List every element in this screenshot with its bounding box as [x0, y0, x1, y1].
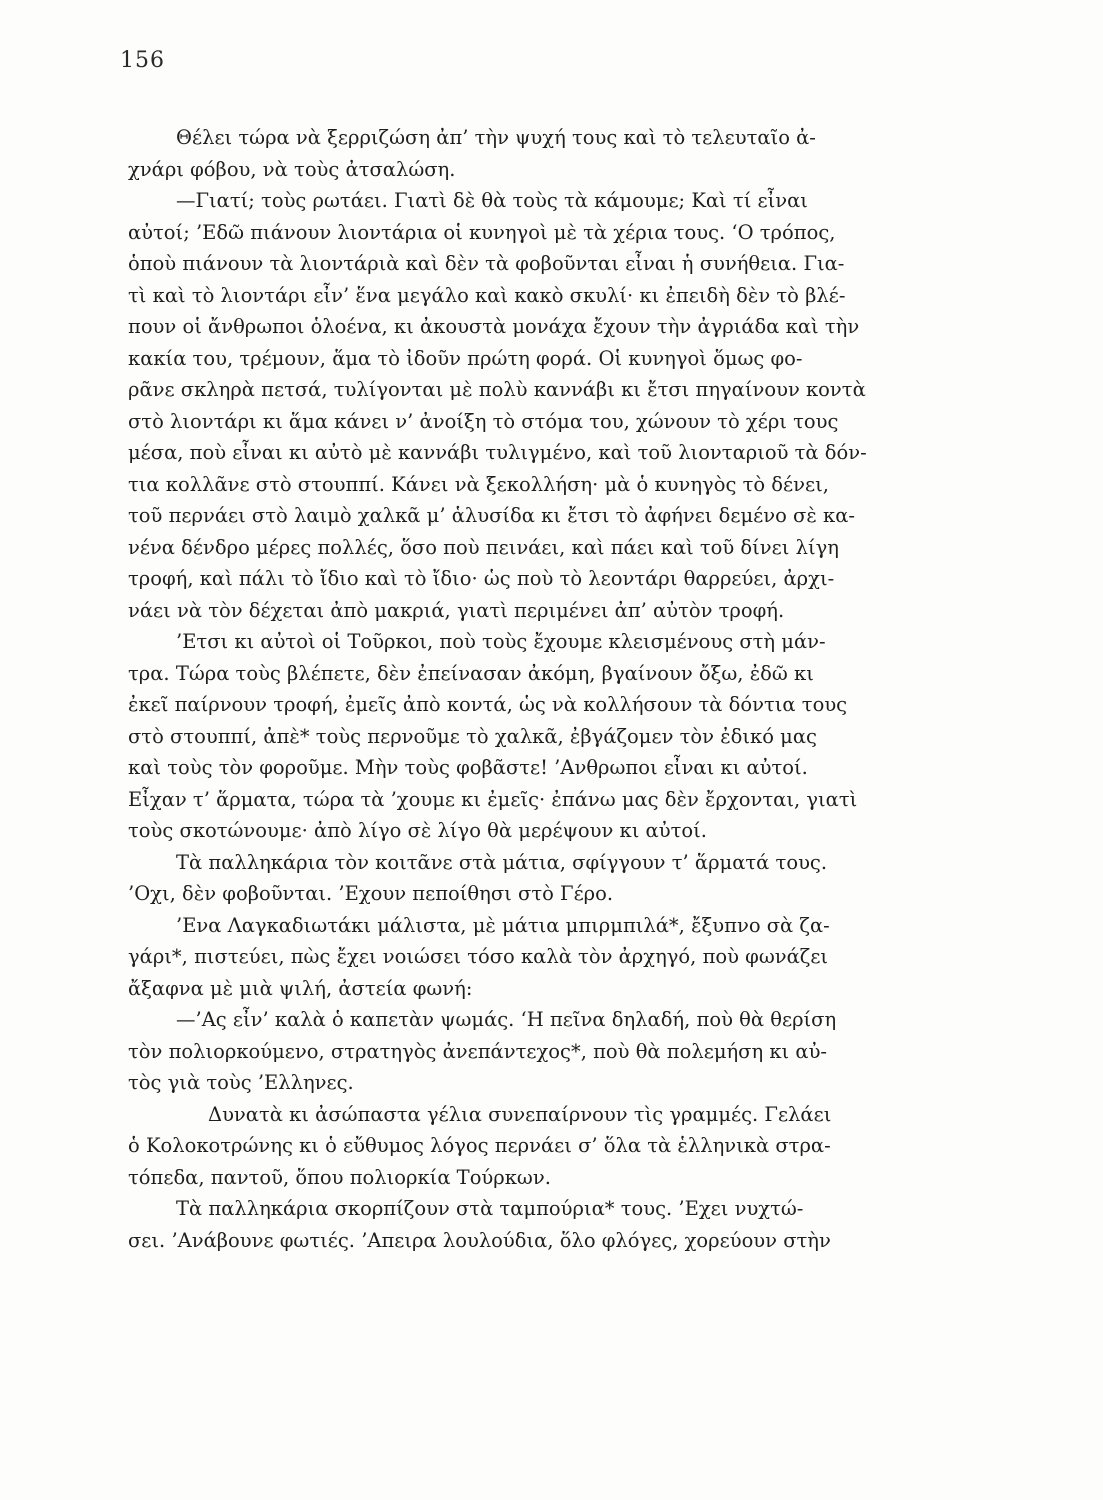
text-line: τια κολλᾶνε στὸ στουππί. Κάνει νὰ ξεκολλήση· μὰ ὁ κυνηγὸς τὸ δένει,: [128, 472, 829, 496]
text-line: ἄξαφνα μὲ μιὰ ψιλή, ἀστεία φωνή:: [128, 976, 473, 1000]
text-line: ’Ενα Λαγκαδιωτάκι μάλιστα, μὲ μάτια μπιρμπιλά*, ἔξυπνο σὰ ζα-: [176, 913, 830, 937]
text-line: κακία του, τρέμουν, ἅμα τὸ ἰδοῦν πρώτη φορά. Οἱ κυνηγοὶ ὅμως φο-: [128, 346, 803, 370]
text-line: στὸ λιοντάρι κι ἅμα κάνει ν’ ἀνοίξη τὸ στόμα του, χώνουν τὸ χέρι τους: [128, 409, 839, 433]
text-line: τὶ καὶ τὸ λιοντάρι εἶν’ ἕνα μεγάλο καὶ κακὸ σκυλί· κι ἐπειδὴ δὲν τὸ βλέ-: [128, 283, 846, 307]
text-line: ’Ετσι κι αὐτοὶ οἱ Τοῦρκοι, ποὺ τοὺς ἔχουμε κλεισμένους στὴ μάν-: [176, 630, 826, 653]
text-line: τόπεδα, παντοῦ, ὅπου πολιορκία Τούρκων.: [128, 1165, 551, 1189]
text-line: γάρι*, πιστεύει, πὼς ἔχει νοιώσει τόσο καλὰ τὸν ἀρχηγό, ποὺ φωνάζει: [128, 945, 829, 968]
text-line: χνάρι φόβου, νὰ τοὺς ἀτσαλώση.: [128, 157, 456, 181]
text-line: Θέλει τώρα νὰ ξερριζώση ἀπ’ τὴν ψυχή τους καὶ τὸ τελευταῖο ἀ-: [176, 126, 816, 149]
text-line: ’Οχι, δὲν φοβοῦνται. ’Εχουν πεποίθησι στὸ Γέρο.: [128, 882, 614, 905]
text-line: —Γιατί; τοὺς ρωτάει. Γιατὶ δὲ θὰ τοὺς τὰ κάμουμε; Καὶ τί εἶναι: [176, 189, 808, 212]
text-line: τροφή, καὶ πάλι τὸ ἴδιο καὶ τὸ ἴδιο· ὡς ποὺ τὸ λεοντάρι θαρρεύει, ἀρχι-: [128, 567, 835, 590]
text-line: στὸ στουππί, ἀπὲ* τοὺς περνοῦμε τὸ χαλκᾶ, ἐβγάζομεν τὸν ἐδικό μας: [128, 724, 817, 748]
text-line: μέσα, ποὺ εἶναι κι αὐτὸ μὲ καννάβι τυλιγμένο, καὶ τοῦ λιονταριοῦ τὰ δόν-: [128, 441, 867, 464]
text-line: Εἶχαν τ’ ἅρματα, τώρα τὰ ’χουμε κι ἐμεῖς· ἐπάνω μας δὲν ἔρχονται, γιατὶ: [128, 787, 858, 811]
text-line: νάει νὰ τὸν δέχεται ἀπὸ μακριά, γιατὶ περιμένει ἀπ’ αὐτὸν τροφή.: [128, 598, 785, 622]
text-line: τὸς γιὰ τοὺς ’Ελληνες.: [128, 1071, 354, 1094]
text-line: καὶ τοὺς τὸν φοροῦμε. Μὴν τοὺς φοβᾶστε! ’Ανθρωποι εἶναι κι αὐτοί.: [128, 756, 808, 779]
text-line: αὐτοί; ’Εδῶ πιάνουν λιοντάρια οἱ κυνηγοὶ μὲ τὰ χέρια τους. ‘Ο τρόπος,: [128, 220, 836, 244]
text-line: τὸν πολιορκούμενο, στρατηγὸς ἀνεπάντεχος*, ποὺ θὰ πολεμήση κι αὐ-: [128, 1039, 828, 1063]
text-line: πουν οἱ ἄνθρωποι ὁλοένα, κι ἀκουστὰ μονάχα ἔχουν τὴν ἀγριάδα καὶ τὴν: [128, 315, 860, 338]
text-line: ὁ Κολοκοτρώνης κι ὁ εὔθυμος λόγος περνάει σ’ ὅλα τὰ ἑλληνικὰ στρα-: [128, 1134, 831, 1157]
text-line: Τὰ παλληκάρια τὸν κοιτᾶνε στὰ μάτια, σφίγγουν τ’ ἅρματά τους.: [176, 850, 828, 874]
text-line: τρα. Τώρα τοὺς βλέπετε, δὲν ἐπείνασαν ἀκόμη, βγαίνουν ὄξω, ἐδῶ κι: [128, 661, 814, 685]
page-number: 156: [120, 48, 165, 73]
text-line: ρᾶνε σκληρὰ πετσά, τυλίγονται μὲ πολὺ καννάβι κι ἔτσι πηγαίνουν κοντὰ: [128, 378, 866, 401]
text-line: —’Ας εἶν’ καλὰ ὁ καπετὰν ψωμάς. ‘Η πεῖνα δηλαδή, ποὺ θὰ θερίση: [176, 1008, 837, 1031]
text-line: ἐκεῖ παίρνουν τροφή, ἐμεῖς ἀπὸ κοντά, ὡς νὰ κολλήσουν τὰ δόντια τους: [128, 693, 848, 716]
text-line: νένα δένδρο μέρες πολλές, ὅσο ποὺ πεινάει, καὶ πάει καὶ τοῦ δίνει λίγη: [128, 535, 839, 559]
text-body: [128, 122, 966, 1256]
text-line: τοὺς σκοτώνουμε· ἀπὸ λίγο σὲ λίγο θὰ μερέψουν κι αὐτοί.: [128, 819, 707, 842]
text-line: Τὰ παλληκάρια σκορπίζουν στὰ ταμπούρια* τους. ’Εχει νυχτώ-: [176, 1197, 804, 1220]
text-line: τοῦ περνάει στὸ λαιμὸ χαλκᾶ μ’ ἁλυσίδα κι ἔτσι τὸ ἀφήνει δεμένο σὲ κα-: [128, 504, 855, 527]
text-line: σει. ’Ανάβουνε φωτιές. ’Απειρα λουλούδια, ὅλο φλόγες, χορεύουν στὴν: [128, 1228, 831, 1252]
text-line: ὁποὺ πιάνουν τὰ λιοντάριὰ καὶ δὲν τὰ φοβοῦνται εἶναι ἡ συνήθεια. Για-: [128, 252, 845, 275]
text-line: Δυνατὰ κι ἀσώπαστα γέλια συνεπαίρνουν τὶς γραμμές. Γελάει: [208, 1102, 832, 1126]
